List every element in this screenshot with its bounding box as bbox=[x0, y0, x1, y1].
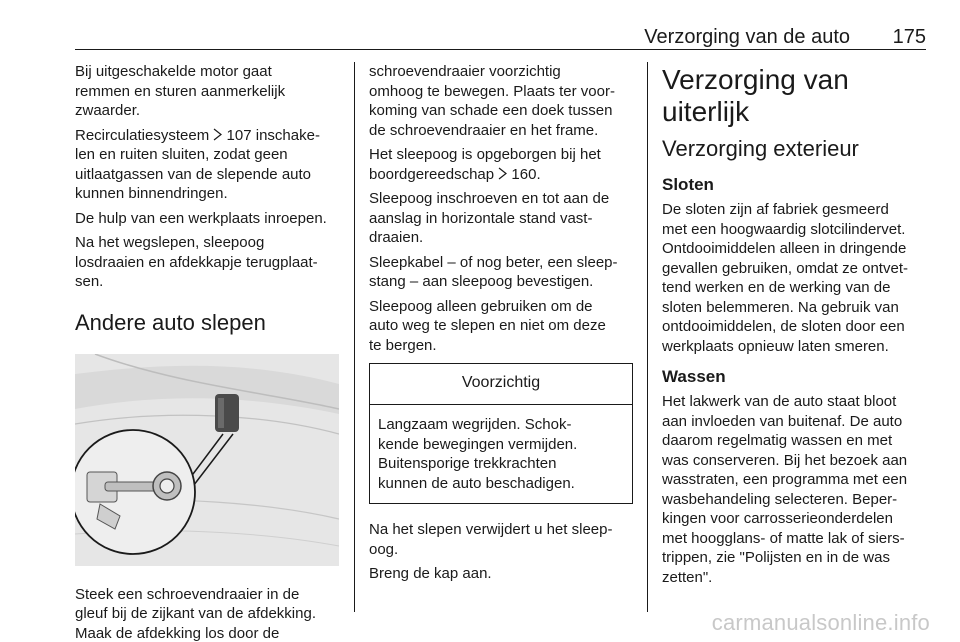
paragraph: Het lakwerk van de auto staat bloot aan invloeden van buitenaf. De auto daarom regelmatig wassen en met was conserveren. Bij het bezoek aan wasstraten, een programma met een wasbehandeling selecteren. Beper- kingen voor carrosserieonderdelen met hoogglans- of matte lak of siers- trippen, zie "Polijsten en in de was zetten". bbox=[662, 393, 908, 586]
paragraph bbox=[75, 126, 341, 204]
paragraph: Bij uitgeschakelde motor gaat remmen en sturen aanmerkelijk zwaarder. bbox=[75, 63, 286, 119]
paragraph: De hulp van een werkplaats inroepen. bbox=[75, 209, 327, 227]
page-header bbox=[75, 22, 926, 52]
caution-box bbox=[369, 363, 633, 504]
tow-eye-cover-illustration bbox=[75, 354, 339, 566]
text: 107 inschake- len en ruiten sluiten, zodat geen uitlaatgassen van de slepende auto kunnen binnendringen. bbox=[75, 126, 320, 202]
caution-title: Voorzichtig bbox=[370, 364, 632, 405]
paragraph: Sleepoog inschroeven en tot aan de aanslag in horizontale stand vast- draaien. bbox=[369, 190, 610, 246]
sub-heading: Verzorging exterieur bbox=[662, 136, 859, 161]
paragraph: Sleepoog alleen gebruiken om de auto weg te slepen en niet om deze te bergen. bbox=[369, 297, 606, 354]
page-number: 175 bbox=[892, 26, 926, 48]
chapter-title: Verzorging van de auto bbox=[644, 26, 850, 48]
xref-arrow-icon bbox=[498, 167, 507, 180]
paragraph: Na het wegslepen, sleepoog losdraaien en afdekkapje terugplaat- sen. bbox=[75, 234, 318, 290]
paragraph: Breng de kap aan. bbox=[369, 565, 492, 582]
paragraph: Na het slepen verwijdert u het sleep- oog. bbox=[369, 521, 613, 558]
column-divider bbox=[354, 62, 355, 612]
paragraph: schroevendraaier voorzichtig omhoog te bewegen. Plaats ter voor- koming van schade een doek tussen de schroevendraaier en het frame. bbox=[369, 63, 615, 139]
heading-wassen: Wassen bbox=[662, 367, 726, 386]
column-3 bbox=[662, 62, 928, 592]
caution-text: Langzaam wegrijden. Schok- kende bewegingen vermijden. Buitensporige trekkrachten kunnen de auto beschadigen. bbox=[378, 416, 578, 492]
watermark: carmanualsonline.info bbox=[711, 610, 930, 635]
column-divider bbox=[647, 62, 648, 612]
text: 160. bbox=[507, 165, 541, 183]
main-heading: Verzorging van uiterlijk bbox=[662, 64, 849, 127]
paragraph: De sloten zijn af fabriek gesmeerd met een hoogwaardig slotcilindervet. Ontdooimiddelen alleen in dringende gevallen gebruiken, omdat ze ontvet- tend werken en de werking van de sloten belemmeren. Na gebruik van ontdooimiddelen, de sloten door een werkplaats opnieuw laten smeren. bbox=[662, 201, 908, 355]
heading-sloten: Sloten bbox=[662, 175, 714, 194]
section-heading: Andere auto slepen bbox=[75, 309, 266, 335]
paragraph bbox=[369, 145, 633, 184]
text: Het sleepoog is opgeborgen bij het boordgereedschap bbox=[369, 146, 601, 183]
text: Recirculatiesysteem bbox=[75, 126, 214, 144]
column-2 bbox=[369, 62, 633, 589]
paragraph: Steek een schroevendraaier in de gleuf bij de zijkant van de afdekking. Maak de afdekking los door de bbox=[75, 585, 316, 642]
column-1 bbox=[75, 62, 341, 642]
header-divider bbox=[75, 49, 926, 50]
paragraph: Sleepkabel – of nog beter, een sleep- stang – aan sleepoog bevestigen. bbox=[369, 253, 618, 290]
